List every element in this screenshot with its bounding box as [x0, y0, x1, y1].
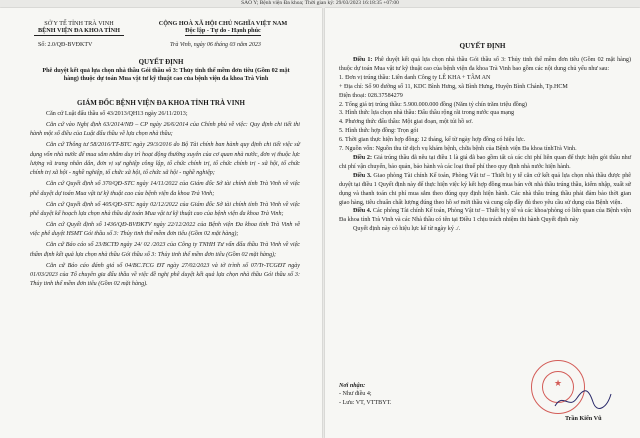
nation-line-1: CỘNG HOÀ XÃ HỘI CHỦ NGHĨA VIỆT NAM — [158, 20, 288, 27]
seal-star-icon: ★ — [553, 378, 563, 388]
basis-paragraph: Căn cứ Báo cáo số 23/BCTĐ ngày 24/ 02 /2023 của Công ty TNHH Tư vấn đấu thầu Trà Vinh về việc thẩm định kết quả lựa chọn nhà thầu Gói thầu số 3: Thủy tinh thể mềm đơn tiêu (Gồm 02 mặt hàng); — [30, 242, 300, 258]
decision-title: QUYẾT ĐỊNH — [459, 42, 506, 50]
document-subject: Phê duyệt kết quả lựa chọn nhà thầu Gói thầu số 3: Thủy tinh thể mềm đơn tiêu (Gồm 02 mặt hàng) thuộc dự toán Mua vật tư kỹ thuật cao của bệnh viện đa khoa Trà Vinh — [42, 67, 290, 82]
article-text: Giá trúng thầu đã nêu tại điều 1 là giá đã bao gồm tất cả các chi phí liên quan để thực hiện gói thầu như chi phí vận chuyển, bảo quản, bảo hành và các loại thuế phí theo quy định nhà nước hiện hành. — [339, 154, 631, 170]
document-date: Trà Vinh, ngày 06 tháng 03 năm 2023 — [170, 42, 261, 48]
signature-icon — [551, 388, 615, 412]
basis-paragraph: Căn cứ Báo cáo đánh giá số 04/BC.TCG ĐT ngày 27/02/2023 và tờ trình số 07/Tr-TCGĐT ngày 01/03/2023 của Tổ chuyên gia đấu thầu về việc đề nghị phê duyệt kết quả lựa chọn nhà thầu Gói thầu số 3: Thủy tinh thể mềm đơn tiêu (Gồm 02 mặt hàng). — [30, 262, 300, 288]
article-label: Điều 3. — [353, 172, 372, 179]
article-label: Điều 4. — [353, 208, 372, 215]
national-motto — [148, 20, 298, 36]
article-item: Điện thoại: 028.37584279 — [339, 92, 403, 99]
basis-paragraph: Căn cứ Thông tư 58/2016/TT-BTC ngày 29/3/2016 do Bộ Tài chính ban hành quy định chi tiết việc sử dụng vốn nhà nước để mua sắm nhằm duy trì hoạt động thường xuyên của cơ quan nhà nước, đơn vị thuộc lực lượng vũ trang nhân dân, đơn vị sự nghiệp công lập, tổ chức chính trị, tổ chức chính trị - xã hội, tổ chức chính trị xã hội - nghề nghiệp, tổ chức xã hội, tổ chức xã hội - nghề nghiệp; — [30, 142, 300, 177]
document-page-2 — [325, 8, 640, 438]
article-item: 2. Tổng giá trị trúng thầu: 5.900.000.000 đồng (Năm tỷ chín trăm triệu đồng) — [339, 101, 527, 108]
article-item: 1. Đơn vị trúng thầu: Liên danh Công ty LÊ KHA + TÂM AN — [339, 74, 491, 81]
issuing-organization — [34, 20, 124, 36]
legal-basis — [30, 110, 300, 291]
basis-paragraph: Căn cứ Luật đấu thầu số 43/2013/QH13 ngày 26/11/2013; — [46, 111, 188, 117]
article-item: 3. Hình thức lựa chọn nhà thầu: Đấu thầu rộng rãi trong nước qua mạng — [339, 110, 515, 117]
article-text: Phê duyệt kết quả lựa chọn nhà thầu Gói thầu số 3: Thủy tinh thể mềm đơn tiêu (Gồm 02 mặt hàng) thuộc dự toán Mua vật tư kỹ thuật cao của bệnh viện đa khoa Trà Vinh bao gồm các nội dung chủ yếu như sau: — [339, 57, 631, 72]
article-item: 4. Phương thức đấu thầu: Một giai đoạn, một túi hồ sơ. — [339, 119, 473, 126]
org-line-1: SỞ Y TẾ TỈNH TRÀ VINH — [44, 20, 114, 27]
nation-line-2: Độc lập - Tự do - Hạnh phúc — [185, 27, 261, 35]
article-3 — [339, 172, 631, 208]
article-item: + Địa chỉ: Số 90 đường số 11, KDC Bình Hưng, xã Bình Hưng, Huyện Bình Chánh, Tp.HCM — [339, 83, 568, 90]
document-title: QUYẾT ĐỊNH — [138, 58, 184, 66]
recipients-title: Nơi nhận: — [339, 383, 366, 389]
director-heading: GIÁM ĐỐC BỆNH VIỆN ĐA KHOA TỈNH TRÀ VINH — [77, 99, 245, 107]
org-line-2: BỆNH VIỆN ĐA KHOA TỈNH — [34, 27, 124, 35]
basis-paragraph: Căn cứ Quyết định số 370/QĐ-STC ngày 14/11/2022 của Giám đốc Sở tài chính tỉnh Trà Vinh về việc phê duyệt dự toán Mua vật tư kỹ thuật cao của bệnh viện đa khoa Trà Vinh; — [30, 181, 300, 197]
document-page-1 — [0, 8, 322, 438]
basis-paragraph: Căn cứ Quyết định số 1436/QĐ-BVĐKTV ngày 22/12/2022 của Bệnh viện Đa khoa tỉnh Trà Vinh về việc phê duyệt HSMT Gói thầu số 3: Thủy tinh thể mềm đơn tiêu (Gồm 02 mặt hàng); — [30, 221, 300, 238]
decision-body — [339, 56, 631, 234]
article-label: Điều 1: — [353, 57, 373, 63]
document-number: Số: 2.0/QĐ-BVĐKTV — [38, 42, 93, 48]
recipients — [339, 382, 391, 407]
article-1 — [339, 56, 631, 74]
signer-name: Trần Kiến Vũ — [565, 415, 602, 422]
basis-paragraph: Căn cứ Quyết định số 405/QĐ-STC ngày 02/12/2022 của Giám đốc Sở tài chính tỉnh Trà Vinh về việc phê duyệt kế hoạch lựa chọn nhà thầu dự toán Mua vật tư kỹ thuật cao của bệnh viện đa khoa Trà Vinh; — [30, 201, 300, 218]
article-4 — [339, 207, 631, 225]
article-2 — [339, 154, 631, 172]
scan-header: SAO Y; Bệnh viện Đa khoa; Thời gian ký: 29/03/2023 16:18:35 +07:00 — [241, 0, 399, 6]
recipient-item: - Lưu: VT, VTTBYT. — [339, 399, 392, 406]
recipient-item: - Như điều 4; — [339, 391, 372, 398]
article-item: 5. Hình thức hợp đồng: Trọn gói — [339, 128, 419, 135]
article-text: Các phòng Tài chính Kế toán, Phòng Vật tư – Thiết bị y tế và các khoa/phòng có liên quan của Bệnh viện Đa khoa tỉnh Trà Vinh và các Nhà thầu có tên tại Điều 1 chịu trách nhiệm thi hành Quyết định này — [339, 208, 631, 224]
basis-paragraph: Căn cứ vào Nghị định 63/2014/NĐ – CP ngày 26/6/2014 của Chính phủ về việc: Quy định chi tiết thi hành một số điều của Luật đấu thầu về lựa chọn nhà thầu; — [30, 121, 300, 138]
effect-clause: Quyết định này có hiệu lực kể từ ngày ký ./. — [353, 226, 461, 233]
article-label: Điều 2: — [353, 154, 372, 161]
article-text: Giao phòng Tài chính Kế toán, Phòng Vật tư – Thiết bị y tế căn cứ kết quả lựa chọn nhà thầu được phê duyệt tại điều 1 Quyết định này để thực hiện việc ký kết hợp đồng mua bán với nhà thầu trúng thầu, kiểm nhập, xuất sử dụng và thanh toán chi phí mua sắm theo đúng quy định hiện hành. Các nhà thầu trúng thầu phải đảm bảo thời gian giao hàng, tiêu chuẩn chất lượng đúng theo hồ sơ mời thầu và cung cấp đầy đủ theo yêu cầu sử dụng của Bệnh viện. — [339, 172, 631, 206]
article-item: 6. Thời gian thực hiện hợp đồng: 12 tháng, kể từ ngày hợp đồng có hiệu lực. — [339, 137, 526, 144]
article-item: 7. Nguồn vốn: Nguồn thu từ dịch vụ khám bệnh, chữa bệnh của Bệnh viện Đa khoa tỉnhTrà Vinh. — [339, 146, 577, 153]
